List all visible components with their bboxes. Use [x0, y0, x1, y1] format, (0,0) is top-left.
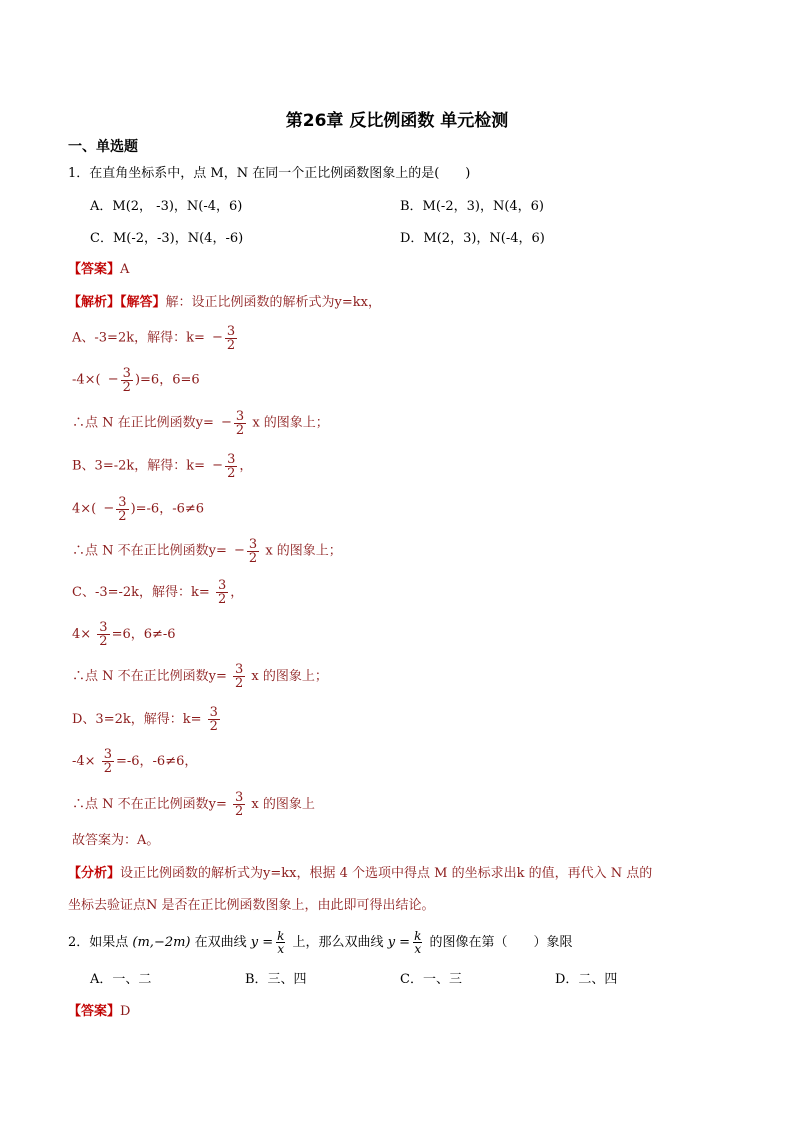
line-text: ， [239, 458, 253, 474]
minus-sign: − [221, 415, 232, 430]
minus-sign: − [212, 458, 224, 473]
q2-option-c: C．一、三 [400, 972, 462, 987]
fenxi-text: 设正比例函数的解析式为y=kx，根据 4 个选项中得点 M 的坐标求出k 的值，再代入 N 点的 [120, 866, 653, 881]
line-text: A、-3=2k，解得：k= [72, 330, 209, 346]
stem-text: 上，那么双曲线 [288, 935, 388, 950]
line-text: C、-3=-2k，解得：k= [72, 585, 214, 600]
page-title: 第26章 反比例函数 单元检测 [285, 111, 509, 131]
q1-option-d: D．M(2，3)，N(-4，6) [400, 231, 545, 246]
fraction-3-2 [208, 706, 220, 733]
analysis-c-line3 [72, 662, 328, 692]
fraction-3-2 [225, 453, 237, 480]
analysis-tag: 【解析】【解答】 [68, 295, 166, 310]
fraction-numerator: k [277, 929, 285, 943]
fraction-3-2 [234, 410, 246, 437]
minus-sign: − [103, 501, 115, 516]
analysis-d-line3 [72, 790, 315, 820]
fraction-numerator: 3 [235, 408, 245, 424]
analysis-c-line2 [72, 620, 176, 650]
fraction-3-2 [97, 621, 109, 648]
line-text: ， [230, 585, 244, 600]
q2-option-a: A．一、二 [90, 972, 152, 987]
line-text: -4×( [72, 372, 105, 388]
fraction-numerator: 3 [227, 451, 236, 467]
fraction-3-2 [233, 663, 245, 690]
line-text: x 的图象上； [248, 415, 329, 431]
q2-option-d: D．二、四 [555, 972, 618, 987]
fraction-denominator: 2 [122, 379, 131, 395]
fraction-denominator: 2 [226, 337, 236, 353]
fraction-denominator: 2 [103, 761, 112, 776]
line-text: ∴点 N 不在正比例函数y= [72, 797, 232, 812]
fraction-3-2 [116, 496, 128, 523]
fraction-denominator: 2 [235, 422, 245, 438]
fenxi-tag: 【分析】 [68, 866, 121, 881]
analysis-b-line2 [72, 494, 204, 525]
fraction-3-2 [216, 579, 228, 606]
line-text: x 的图象上 [247, 797, 315, 812]
point-expression: (m,−2m) [132, 935, 191, 950]
line-text: D、3=2k，解得：k= [72, 712, 206, 727]
fraction-numerator: 3 [248, 536, 258, 552]
question-1-stem: 1．在直角坐标系中，点 M，N 在同一个正比例函数图象上的是( ) [68, 166, 471, 181]
q1-fenxi-line2: 坐标去验证点N 是否在正比例函数图象上，由此即可得出结论。 [68, 898, 435, 913]
question-2-stem [68, 928, 572, 958]
stem-text: 在双曲线 [190, 935, 251, 950]
line-text: ∴点 N 不在正比例函数y= [72, 543, 232, 559]
fraction-numerator: 3 [235, 662, 244, 677]
fraction-denominator: 2 [118, 508, 127, 524]
answer-value: A [120, 262, 130, 277]
line-text: B、3=-2k，解得：k= [72, 458, 210, 474]
fraction-numerator: k [414, 929, 422, 943]
fraction-numerator: 3 [99, 620, 108, 635]
q2-option-b: B．三、四 [245, 972, 307, 987]
fraction-numerator: 3 [118, 494, 127, 510]
fraction-3-2 [121, 367, 133, 394]
line-text: x 的图象上； [261, 543, 342, 559]
fraction-numerator: 3 [226, 323, 236, 339]
line-text: )=-6，-6≠6 [130, 501, 205, 517]
q1-analysis-intro [68, 295, 381, 311]
q1-option-a: A．M(2， -3)，N(-4，6) [90, 199, 243, 214]
stem-text: 的图像在第（ ）象限 [425, 935, 573, 950]
line-text: -4× [72, 754, 100, 769]
analysis-c-line1 [72, 578, 243, 608]
stem-text: 2．如果点 [68, 935, 133, 950]
line-text: 4× [72, 627, 96, 642]
fraction-denominator: 2 [227, 465, 236, 481]
fraction-denominator: 2 [217, 592, 227, 607]
q1-option-b: B．M(-2，3)，N(4，6) [400, 199, 545, 214]
minus-sign: − [107, 372, 119, 387]
equation-lhs: y = [387, 935, 411, 950]
fraction-denominator: 2 [99, 634, 108, 649]
analysis-b-line1 [72, 451, 252, 482]
answer-tag: 【答案】 [68, 1004, 121, 1019]
fraction-3-2 [247, 538, 259, 565]
analysis-d-line1 [72, 705, 222, 735]
section-heading: 一、单选题 [68, 139, 138, 155]
fraction-3-2 [225, 325, 237, 352]
fraction-denominator: 2 [209, 719, 218, 734]
fraction-numerator: 3 [217, 578, 227, 593]
fraction-k-x [276, 930, 285, 955]
line-text: =6，6≠-6 [111, 627, 176, 642]
fraction-denominator: x [414, 942, 422, 956]
line-text: ∴点 N 在正比例函数y= [72, 415, 219, 431]
line-text: x 的图象上； [247, 669, 328, 684]
q1-conclusion: 故答案为：A。 [72, 833, 160, 848]
equation-lhs: y = [250, 935, 274, 950]
analysis-a-line2 [72, 365, 200, 396]
fraction-numerator: 3 [122, 365, 131, 381]
fraction-3-2 [233, 791, 245, 818]
q1-fenxi-line1 [68, 866, 652, 882]
analysis-a-line3 [72, 408, 329, 439]
q1-option-c: C．M(-2，-3)，N(4，-6) [90, 231, 244, 246]
line-text: =-6，-6≠6， [115, 754, 198, 769]
analysis-b-line3 [72, 536, 342, 567]
fraction-numerator: 3 [103, 747, 112, 762]
minus-sign: − [212, 330, 223, 345]
answer-tag: 【答案】 [68, 262, 121, 277]
minus-sign: − [234, 543, 245, 558]
answer-value: D [120, 1004, 131, 1019]
fraction-numerator: 3 [209, 705, 218, 720]
line-text: ∴点 N 不在正比例函数y= [72, 669, 232, 684]
fraction-k-x [413, 930, 422, 955]
analysis-text: 解：设正比例函数的解析式为y=kx， [165, 295, 381, 310]
fraction-3-2 [102, 748, 114, 775]
fraction-denominator: 2 [235, 676, 244, 691]
fraction-denominator: x [277, 942, 285, 956]
q1-answer [68, 262, 129, 278]
fraction-denominator: 2 [248, 550, 258, 566]
q2-answer [68, 1004, 130, 1020]
analysis-d-line2 [72, 747, 197, 777]
line-text: )=6，6=6 [134, 372, 200, 388]
fraction-denominator: 2 [235, 804, 244, 819]
analysis-a-line1 [72, 323, 239, 354]
line-text: 4×( [72, 501, 101, 517]
fraction-numerator: 3 [235, 790, 244, 805]
